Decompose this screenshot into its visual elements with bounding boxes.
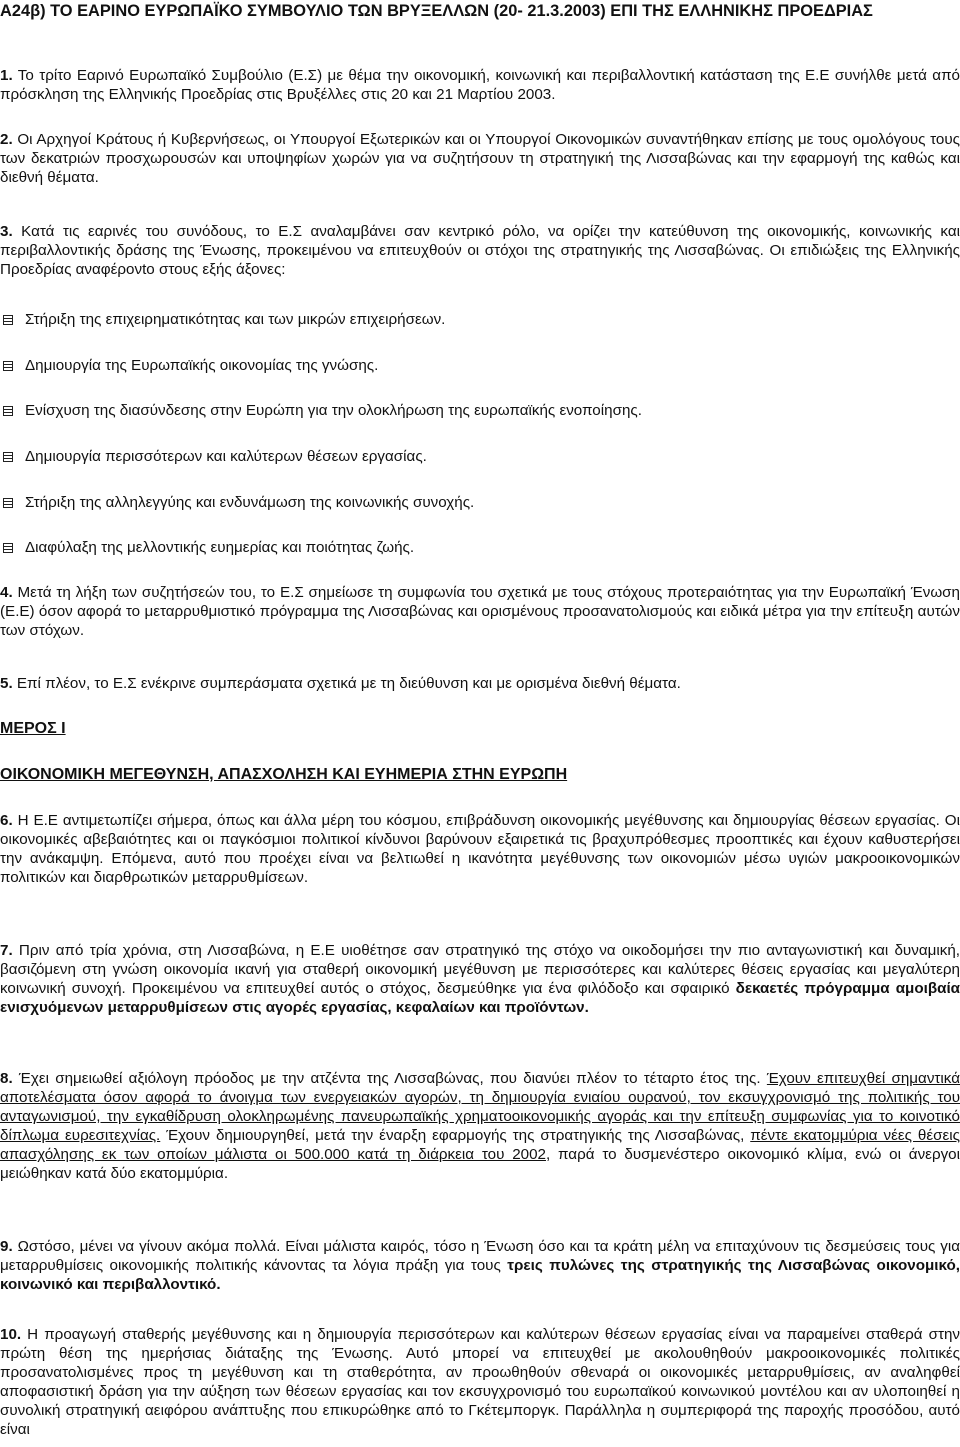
paragraph-7 [0,941,960,1017]
bullet-text: Στήριξη της αλληλεγγύης και ενδυνάμωση της κοινωνικής συνοχής. [25,494,475,511]
bullet-icon [3,543,13,553]
paragraph-text: Ωστόσο, μένει να γίνουν ακόμα πολλά. Είναι μάλιστα καιρός, τόσο η Ένωση όσο και τα κράτη μέλη να επιταχύνουν τις δεσμεύσεις τους για μεταρρυθμίσεις οικονομικής πολιτικής κάνοντας τα λόγια πράξη για τους [0,1238,960,1274]
paragraph-text: Οι Αρχηγοί Κράτους ή Κυβερνήσεως, οι Υπουργοί Εξωτερικών και οι Υπουργοί Οικονομικών συναντήθηκαν επίσης με τους ομολόγους τους των δεκατριών προσχωρουσών και υποψηφίων χωρών για να συζητήσουν τη στρατηγική της Λισσαβώνας και την εφαρμογή της καθώς και διεθνή θέματα. [0,131,960,186]
paragraph-bold-text: δεκαετές πρόγραμμα αμοιβαία ενισχυόμενων μεταρρυθμίσεων στις αγορές εργασίας, κεφαλαίων και προϊόντων. [0,980,960,1016]
paragraph-underlined-text: πέντε εκατομμύρια νέες θέσεις απασχόλησης εκ των οποίων μάλιστα οι 500.000 κατά τη διάρκεια του 2002 [0,1127,960,1163]
paragraph-text: Μετά τη λήξη των συζητήσεών του, το Ε.Σ σημείωσε τη συμφωνία του σχετικά με τους στόχους προτεραιότητας για την Ευρωπαϊκή Ένωση (Ε.Ε) όσον αφορά το μεταρρυθμιστικό πρόγραμμα της Λισσαβώνας και ορισμένους προσανατολισμούς και ειδικά μέτρα για την επίτευξη αυτών των στόχων. [0,584,960,639]
bullet-text: Δημιουργία περισσότερων και καλύτερων θέσεων εργασίας. [25,448,427,465]
bullet-icon [3,406,13,416]
bullet-icon [3,315,13,325]
paragraph-9 [0,1237,960,1294]
document-title: A24β) ΤΟ ΕΑΡΙΝΟ ΕΥΡΩΠΑΪΚΟ ΣΥΜΒΟΥΛΙΟ ΤΩΝ ΒΡΥΞΕΛΛΩΝ (20- 21.3.2003) ΕΠΙ ΤΗΣ ΕΛΛΗΝΙΚΗΣ ΠΡΟΕΔΡΙΑΣ [0,2,873,20]
bullet-item [0,447,960,466]
paragraph-text: Η προαγωγή σταθερής μεγέθυνσης και η δημιουργία περισσότερων και καλύτερων θέσεων εργασίας είναι να παραμείνει σταθερά στην πρώτη θέση της ημερήσιας διάταξης της Ένωσης. Αυτό μπορεί να επιτευχθεί με ακολουθηθούν μακροοικονομικές πολιτικές προσανατολισμένες προς τη μεγέθυνση και τη σταθερότητα, αν προωθηθούν σθεναρά οι οικονομικές μεταρρυθμίσεις, αν αναληφθεί αποφασιστική δράση για την αύξηση των θέσεων εργασίας και τον εκσυγχρονισμό του ευρωπαϊκού κοινωνικού μοντέλου και αν υλοποιηθεί η συνολική στρατηγική αειφόρου ανάπτυξης που επικυρώθηκε από το Γκέτεμποργκ. Παράλληλα η συμπεριφορά της παροχής προσόδου, αυτό είναι [0,1326,960,1438]
paragraph-8 [0,1069,960,1183]
paragraph-text: , παρά το δυσμενέστερο οικονομικό κλίμα, ενώ οι άνεργοι μειώθηκαν κατά δύο εκατομμύρια. [0,1146,960,1182]
paragraph-text: Το τρίτο Εαρινό Ευρωπαϊκό Συμβούλιο (Ε.Σ) με θέμα την οικονομική, κοινωνική και περιβαλλοντική κατάσταση της Ε.Ε συνήλθε μετά από πρόσκληση της Ελληνικής Προεδρίας στις Βρυξέλλες στις 20 και 21 Μαρτίου 2003. [0,67,960,103]
paragraph-bold-text: τρεις πυλώνες της στρατηγικής της Λισσαβώνας οικονομικό, κοινωνικό και περιβαλλοντικό. [0,1257,960,1293]
section-heading-part: ΜΕΡΟΣ Ι [0,720,66,737]
bullet-item [0,538,960,557]
paragraph-6 [0,811,960,887]
paragraph-text: Επί πλέον, το Ε.Σ ενέκρινε συμπεράσματα σχετικά με τη διεύθυνση και με ορισμένα διεθνή θέματα. [12,675,681,692]
paragraph-2 [0,130,960,187]
paragraph-number: 6. [0,812,13,829]
bullet-item [0,310,960,329]
paragraph-number: 1. [0,67,13,84]
bullet-icon [3,498,13,508]
paragraph-10 [0,1325,960,1439]
bullet-text: Στήριξη της επιχειρηματικότητας και των μικρών επιχειρήσεων. [25,311,446,328]
bullet-icon [3,452,13,462]
bullet-text: Διαφύλαξη της μελλοντικής ευημερίας και ποιότητας ζωής. [25,539,415,556]
bullet-item [0,401,960,420]
paragraph-underlined-text: Έχουν επιτευχθεί σημαντικά αποτελέσματα όσον αφορά το άνοιγμα των ενεργειακών αγορών, τη δημιουργία ενιαίου ουρανού, τον εκσυγχρονισμό της πολιτικής του ανταγωνισμού, την εγκαθίδρυση ολοκληρωμένης πανευρωπαϊκής χρηματοοικονομικής αγοράς και την επίτευξη συμφωνίας για το κοινοτικό δίπλωμα ευρεσιτεχνίας. [0,1070,960,1144]
paragraph-text: Η Ε.Ε αντιμετωπίζει σήμερα, όπως και άλλα μέρη του κόσμου, επιβράδυνση οικονομικής μεγέθυνσης και δημιουργίας θέσεων εργασίας. Οι οικονομικές αβεβαιότητες και οι παγκόσμιοι πολιτικοί κίνδυνοι βαρύνουν εξαιρετικά τις βραχυπρόθεσμες προοπτικές και έχουν καθυστερήσει την ανάκαμψη. Επόμενα, αυτό που προέχει είναι να βελτιωθεί η ικανότητα μεγέθυνσης των οικονομιών μέσω υγιών μακροοικονομικών πολιτικών και διαρθρωτικών μεταρρυθμίσεων. [0,812,960,886]
paragraph-number: 9. [0,1238,13,1255]
bullet-text: Ενίσχυση της διασύνδεσης στην Ευρώπη για την ολοκλήρωση της ευρωπαϊκής ενοποίησης. [25,402,642,419]
paragraph-number: 5. [0,675,13,692]
paragraph-number: 2. [0,131,13,148]
paragraph-5 [0,674,960,693]
bullet-text: Δημιουργία της Ευρωπαϊκής οικονομίας της γνώσης. [25,357,379,374]
paragraph-number: 3. [0,223,13,240]
bullet-item [0,356,960,375]
paragraph-1 [0,66,960,104]
paragraph-text: Έχουν δημιουργηθεί, μετά την έναρξη εφαρμογής της στρατηγικής της Λισσαβώνας, [160,1127,751,1144]
paragraph-number: 8. [0,1070,13,1087]
paragraph-number: 4. [0,584,13,601]
paragraph-number: 7. [0,942,13,959]
paragraph-3 [0,222,960,279]
section-heading-title: ΟΙΚΟΝΟΜΙΚΗ ΜΕΓΕΘΥΝΣΗ, ΑΠΑΣΧΟΛΗΣΗ ΚΑΙ ΕΥΗΜΕΡΙΑ ΣΤΗΝ ΕΥΡΩΠΗ [0,766,568,783]
bullet-item [0,493,960,512]
paragraph-number: 10. [0,1326,22,1343]
paragraph-text: Κατά τις εαρινές του συνόδους, το Ε.Σ αναλαμβάνει σαν κεντρικό ρόλο, να ορίζει την κατεύθυνση της οικονομικής, κοινωνικής και περιβαλλοντικής δράσης της Ένωσης, προκειμένου να επιτευχθούν οι στόχοι της στρατηγικής της Λισσαβώνας. Οι επιδιώξεις της Ελληνικής Προεδρίας αναφέρονto στους εξής άξονες: [0,223,960,278]
paragraph-text: Πριν από τρία χρόνια, στη Λισσαβώνα, η Ε.Ε υιοθέτησε σαν στρατηγικό της στόχο να οικοδομήσει την πιο ανταγωνιστική και δυναμική, βασιζόμενη στη γνώση οικονομία ικανή για σταθερή οικονομική μεγέθυνση με περισσότερες και καλύτερες θέσεις εργασίας και μεγαλύτερη κοινωνική συνοχή. Προκειμένου να επιτευχθεί αυτός ο στόχος, δεσμεύθηκε για ένα φιλόδοξο και σφαιρικό [0,942,960,997]
paragraph-text: Έχει σημειωθεί αξιόλογη πρόοδος με την ατζέντα της Λισσαβώνας, που διανύει πλέον το τέταρτο έτος της. [12,1070,767,1087]
bullet-icon [3,361,13,371]
paragraph-4 [0,583,960,640]
